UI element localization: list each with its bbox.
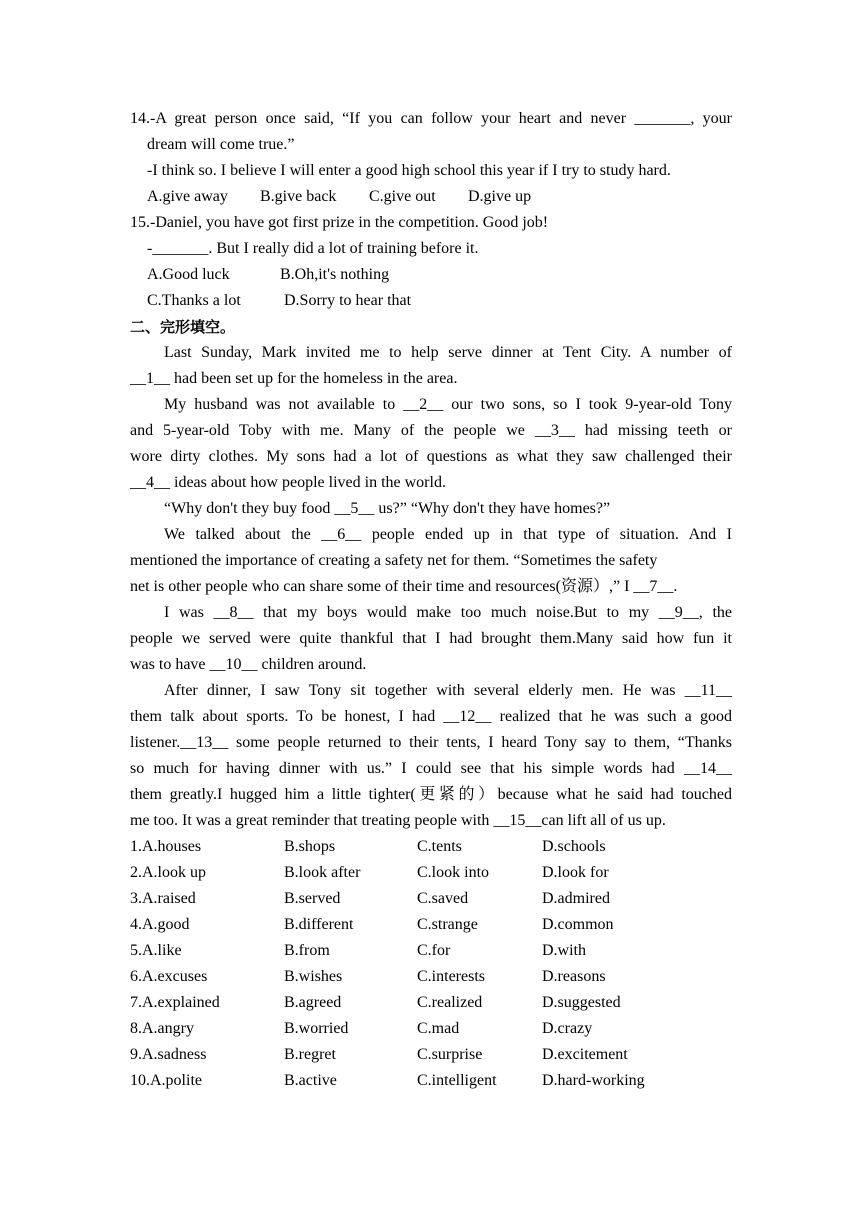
answer-option: B.look after: [284, 864, 361, 881]
answer-option: 7.A.explained: [130, 994, 220, 1011]
answer-option: D.suggested: [542, 994, 621, 1011]
question-15: [130, 210, 732, 314]
passage-line: My husband was not available to __2__ our two sons, so I took 9-year-old Tony: [164, 396, 732, 413]
answer-option: 5.A.like: [130, 942, 182, 959]
answer-option: 1.A.houses: [130, 838, 202, 855]
answer-option: 3.A.raised: [130, 890, 196, 907]
answer-option: C.saved: [417, 890, 469, 907]
passage-line: and 5-year-old Toby with me. Many of the people we __3__ had missing teeth or: [130, 422, 732, 439]
answer-option: C.interests: [417, 968, 485, 985]
answer-option: D.crazy: [542, 1020, 593, 1037]
question-15-options-row-1: [130, 262, 732, 288]
option-d: D.Sorry to hear that: [284, 292, 412, 309]
passage-line: __4__ ideas about how people lived in the world.: [130, 474, 446, 491]
answer-row: [130, 1042, 732, 1068]
option-c: C.give out: [369, 188, 436, 205]
answer-option: D.reasons: [542, 968, 606, 985]
passage-line: __1__ had been set up for the homeless in the area.: [130, 370, 458, 387]
answer-option: 9.A.sadness: [130, 1046, 207, 1063]
answer-row: [130, 860, 732, 886]
question-14: [130, 106, 732, 210]
answer-option: B.served: [284, 890, 341, 907]
answer-option: 4.A.good: [130, 916, 190, 933]
answer-option: B.agreed: [284, 994, 342, 1011]
answer-option: C.look into: [417, 864, 490, 881]
passage-line: was to have __10__ children around.: [130, 656, 367, 673]
option-a: A.give away: [147, 188, 228, 205]
question-15-options-row-2: [130, 288, 732, 314]
passage-line: them greatly.I hugged him a little tighter(更紧的）because what he said had touched: [130, 786, 732, 803]
section-title: 二、完形填空。: [130, 318, 236, 336]
question-15-line-1: 15.-Daniel, you have got first prize in the competition. Good job!: [130, 214, 549, 231]
answer-row: [130, 964, 732, 990]
passage-line: so much for having dinner with us.” I could see that his simple words had __14__: [130, 760, 732, 777]
answer-option: B.from: [284, 942, 330, 959]
answer-row: [130, 1016, 732, 1042]
answer-option: B.regret: [284, 1046, 336, 1063]
passage-line: listener.__13__ some people returned to their tents, I heard Tony say to them, “Thanks: [130, 734, 732, 751]
option-a: A.Good luck: [147, 266, 230, 283]
question-14-line-1: 14.-A great person once said, “If you can follow your heart and never _______, your: [130, 110, 732, 127]
question-14-options: [130, 184, 732, 210]
answer-option: B.worried: [284, 1020, 349, 1037]
question-14-line-2: dream will come true.”: [147, 136, 295, 153]
answer-option: B.shops: [284, 838, 336, 855]
answer-option: C.intelligent: [417, 1072, 497, 1089]
document-content: [130, 106, 732, 1094]
answer-row: [130, 912, 732, 938]
answer-row: [130, 834, 732, 860]
passage-line: We talked about the __6__ people ended up in that type of situation. And I: [164, 526, 732, 543]
answer-option: D.admired: [542, 890, 610, 907]
answer-option: 8.A.angry: [130, 1020, 194, 1037]
answer-row: [130, 990, 732, 1016]
answer-option: C.realized: [417, 994, 483, 1011]
passage-line: After dinner, I saw Tony sit together with several elderly men. He was __11__: [164, 682, 732, 699]
passage-line: mentioned the importance of creating a safety net for them. “Sometimes the safety: [130, 552, 658, 569]
answer-option: C.mad: [417, 1020, 460, 1037]
answer-option: B.different: [284, 916, 354, 933]
answer-option: C.strange: [417, 916, 478, 933]
option-b: B.give back: [260, 188, 337, 205]
option-b: B.Oh,it's nothing: [280, 266, 390, 283]
passage-line: Last Sunday, Mark invited me to help serve dinner at Tent City. A number of: [164, 344, 732, 361]
answer-option: 2.A.look up: [130, 864, 206, 881]
answer-option: D.with: [542, 942, 586, 959]
answer-option: 6.A.excuses: [130, 968, 208, 985]
answer-option: D.schools: [542, 838, 606, 855]
passage-line: “Why don't they buy food __5__ us?” “Why don't they have homes?”: [164, 500, 611, 517]
cloze-passage: [130, 340, 732, 834]
answer-option: B.wishes: [284, 968, 343, 985]
answer-option: D.common: [542, 916, 614, 933]
answer-row: [130, 938, 732, 964]
passage-line: I was __8__ that my boys would make too much noise.But to my __9__, the: [164, 604, 732, 621]
answer-option: D.excitement: [542, 1046, 628, 1063]
answer-option: B.active: [284, 1072, 337, 1089]
answer-option: C.for: [417, 942, 451, 959]
passage-line: them talk about sports. To be honest, I had __12__ realized that he was such a good: [130, 708, 732, 725]
answer-option: D.look for: [542, 864, 609, 881]
answer-option: C.surprise: [417, 1046, 483, 1063]
answer-options: [130, 834, 732, 1094]
option-c: C.Thanks a lot: [147, 292, 241, 309]
option-d: D.give up: [468, 188, 532, 205]
passage-line: me too. It was a great reminder that treating people with __15__can lift all of us up.: [130, 812, 666, 829]
passage-line: people we served were quite thankful that I had brought them.Many said how fun it: [130, 630, 732, 647]
passage-line: wore dirty clothes. My sons had a lot of questions as what they saw challenged their: [130, 448, 732, 465]
answer-row: [130, 886, 732, 912]
answer-option: D.hard-working: [542, 1072, 645, 1089]
passage-line: net is other people who can share some of their time and resources(资源）,” I __7__.: [130, 578, 678, 595]
question-15-line-2: -_______. But I really did a lot of training before it.: [147, 240, 479, 257]
answer-option: 10.A.polite: [130, 1072, 202, 1089]
answer-option: C.tents: [417, 838, 462, 855]
answer-row: [130, 1068, 732, 1094]
question-14-line-3: -I think so. I believe I will enter a good high school this year if I try to study hard.: [147, 162, 671, 179]
